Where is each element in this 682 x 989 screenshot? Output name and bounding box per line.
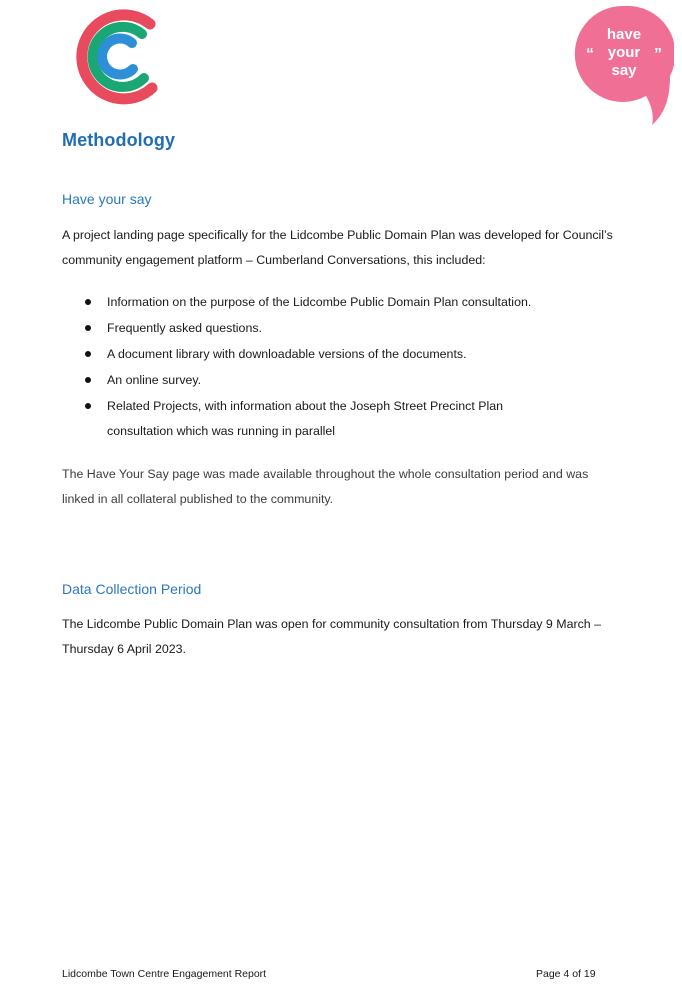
footer-page-number: Page 4 of 19 [536,968,596,980]
bullet-icon [85,377,91,383]
logo-word-have: have [606,26,642,43]
bullet-icon [85,403,91,409]
bullet-icon [85,325,91,331]
included-items-list [0,290,600,445]
list-item-text: Frequently asked questions. [107,321,262,335]
list-item-text: Related Projects, with information about the Joseph Street Precinct Plan consultation which was running in parallel [107,399,504,438]
closing-paragraph: The Have Your Say page was made available throughout the whole consultation period and was linked in all collateral published to the community. [62,467,589,506]
intro-paragraph: A project landing page specifically for the Lidcombe Public Domain Plan was developed for Council’s community engagement platform – Cumberland Conversations, this included: [62,228,613,267]
list-item [0,290,567,315]
logo-word-your: your [607,44,641,61]
list-item [0,316,567,341]
section-heading-data-collection: Data Collection Period [62,581,202,597]
list-item-text: A document library with downloadable versions of the documents. [107,347,467,361]
bullet-icon [85,351,91,357]
svg-text:“: “ [586,46,594,63]
list-item-text: Information on the purpose of the Lidcombe Public Domain Plan consultation. [107,295,532,309]
bullet-icon [85,299,91,305]
list-item [0,368,567,393]
list-item [0,342,567,367]
data-collection-paragraph: The Lidcombe Public Domain Plan was open for community consultation from Thursday 9 March – Thursday 6 April 2023. [62,617,602,656]
have-your-say-logo [574,4,674,128]
list-item-text: An online survey. [107,373,202,387]
cumberland-council-logo [66,6,158,106]
footer-report-name: Lidcombe Town Centre Engagement Report [62,968,267,980]
list-item [0,394,567,444]
logo-word-say: say [611,62,637,79]
section-heading-have-your-say: Have your say [62,191,152,207]
svg-text:”: ” [654,46,662,63]
page-title: Methodology [62,130,176,150]
